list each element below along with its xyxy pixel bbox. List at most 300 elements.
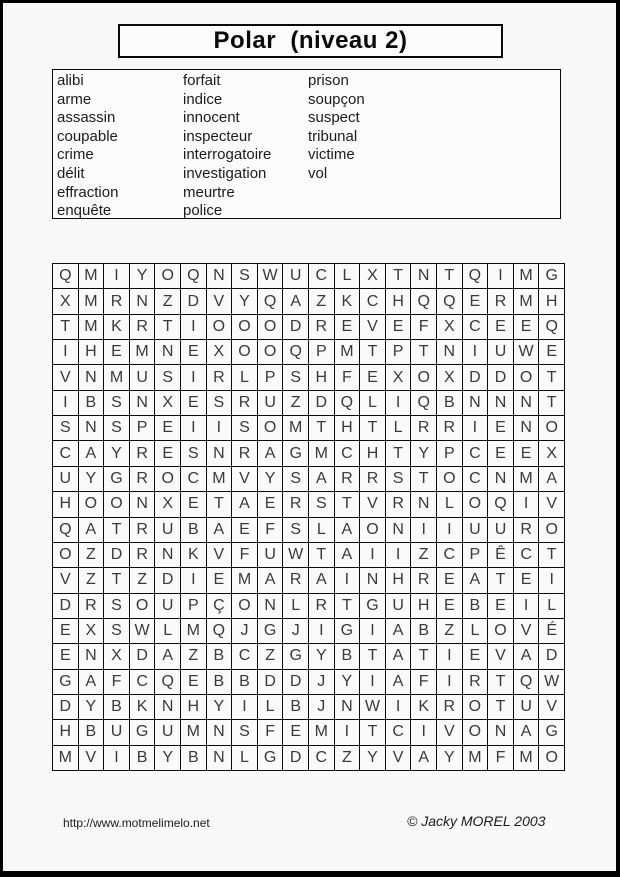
grid-cell: M (514, 289, 540, 314)
grid-cell: U (155, 518, 181, 543)
grid-cell: I (411, 518, 437, 543)
grid-cell: D (155, 568, 181, 593)
grid-cell: V (53, 568, 79, 593)
grid-cell: B (463, 594, 489, 619)
grid-cell: O (437, 467, 463, 492)
grid-cell: F (232, 543, 258, 568)
grid-cell: N (411, 492, 437, 517)
grid-cell: B (283, 695, 309, 720)
grid-cell: U (130, 365, 156, 390)
word-list-item: alibi (57, 72, 84, 89)
grid-cell: G (539, 720, 565, 745)
grid-cell: D (283, 746, 309, 771)
grid-cell: U (514, 695, 540, 720)
grid-cell: K (181, 543, 207, 568)
grid-cell: Z (181, 644, 207, 669)
grid-cell: O (539, 416, 565, 441)
grid-cell: N (463, 391, 489, 416)
grid-cell: Z (79, 568, 105, 593)
grid-cell: E (53, 619, 79, 644)
grid-cell: F (335, 365, 361, 390)
grid-cell: S (283, 365, 309, 390)
grid-cell: T (53, 315, 79, 340)
grid-cell: N (488, 467, 514, 492)
grid-cell: U (155, 594, 181, 619)
grid-cell: E (283, 720, 309, 745)
grid-cell: P (437, 441, 463, 466)
grid-cell: S (232, 720, 258, 745)
grid-cell: N (514, 416, 540, 441)
grid-cell: E (514, 568, 540, 593)
grid-cell: A (79, 518, 105, 543)
letter-grid (52, 263, 565, 771)
grid-cell: I (437, 644, 463, 669)
grid-cell: Q (463, 264, 489, 289)
grid-cell: O (155, 467, 181, 492)
grid-cell: A (258, 568, 284, 593)
grid-cell: L (258, 695, 284, 720)
grid-cell: L (309, 518, 335, 543)
word-list-item: police (183, 202, 223, 220)
grid-cell: I (360, 670, 386, 695)
grid-cell: N (258, 594, 284, 619)
grid-cell: S (232, 264, 258, 289)
grid-cell: O (207, 315, 233, 340)
grid-cell: V (514, 619, 540, 644)
grid-cell: I (104, 264, 130, 289)
grid-cell: Y (155, 746, 181, 771)
grid-cell: Z (258, 644, 284, 669)
grid-cell: T (104, 568, 130, 593)
grid-cell: Y (130, 264, 156, 289)
grid-cell: C (463, 441, 489, 466)
grid-cell: O (539, 518, 565, 543)
grid-cell: Y (258, 467, 284, 492)
grid-cell: H (411, 594, 437, 619)
grid-cell: A (463, 568, 489, 593)
grid-cell: F (411, 670, 437, 695)
grid-cell: K (335, 289, 361, 314)
grid-cell: E (463, 289, 489, 314)
grid-cell: Q (488, 492, 514, 517)
grid-cell: Z (437, 619, 463, 644)
grid-cell: U (104, 720, 130, 745)
grid-cell: E (488, 594, 514, 619)
grid-cell: Q (181, 264, 207, 289)
grid-cell: M (53, 746, 79, 771)
grid-cell: T (360, 720, 386, 745)
grid-cell: L (437, 492, 463, 517)
grid-cell: E (335, 315, 361, 340)
grid-cell: G (283, 441, 309, 466)
grid-cell: U (283, 264, 309, 289)
grid-cell: O (411, 365, 437, 390)
grid-cell: N (335, 695, 361, 720)
grid-cell: S (283, 518, 309, 543)
grid-cell: U (53, 467, 79, 492)
grid-cell: R (283, 492, 309, 517)
grid-cell: O (258, 416, 284, 441)
grid-cell: D (463, 365, 489, 390)
grid-cell: B (104, 695, 130, 720)
grid-cell: H (53, 492, 79, 517)
grid-cell: D (309, 391, 335, 416)
grid-cell: L (283, 594, 309, 619)
grid-cell: V (232, 467, 258, 492)
grid-cell: S (181, 441, 207, 466)
grid-cell: X (79, 619, 105, 644)
grid-cell: C (463, 467, 489, 492)
grid-cell: H (79, 340, 105, 365)
grid-cell: Y (437, 746, 463, 771)
grid-cell: Y (104, 441, 130, 466)
grid-cell: B (181, 518, 207, 543)
grid-cell: X (155, 492, 181, 517)
grid-cell: Q (411, 289, 437, 314)
grid-cell: R (463, 670, 489, 695)
grid-cell: I (335, 720, 361, 745)
grid-cell: L (335, 264, 361, 289)
grid-cell: E (181, 340, 207, 365)
grid-cell: I (207, 416, 233, 441)
grid-cell: O (232, 594, 258, 619)
grid-cell: S (283, 467, 309, 492)
grid-cell: K (411, 695, 437, 720)
grid-cell: C (309, 264, 335, 289)
grid-cell: Ê (488, 543, 514, 568)
grid-cell: Q (335, 391, 361, 416)
grid-cell: B (79, 391, 105, 416)
grid-cell: Q (411, 391, 437, 416)
grid-cell: N (514, 391, 540, 416)
grid-cell: Y (335, 670, 361, 695)
grid-cell: A (79, 441, 105, 466)
grid-cell: A (386, 644, 412, 669)
grid-cell: A (514, 644, 540, 669)
grid-cell: S (104, 416, 130, 441)
grid-cell: T (488, 568, 514, 593)
grid-cell: D (258, 670, 284, 695)
grid-cell: I (386, 695, 412, 720)
grid-cell: N (437, 340, 463, 365)
grid-cell: E (488, 315, 514, 340)
grid-cell: Z (130, 568, 156, 593)
word-list-item: interrogatoire (183, 146, 272, 164)
grid-cell: M (207, 467, 233, 492)
grid-cell: Z (411, 543, 437, 568)
grid-cell: W (283, 543, 309, 568)
grid-cell: Y (309, 644, 335, 669)
grid-cell: B (181, 746, 207, 771)
grid-cell: N (207, 746, 233, 771)
grid-cell: N (488, 720, 514, 745)
grid-cell: N (79, 644, 105, 669)
grid-cell: F (258, 518, 284, 543)
grid-cell: D (130, 644, 156, 669)
grid-cell: E (514, 315, 540, 340)
grid-cell: T (437, 264, 463, 289)
grid-cell: T (155, 315, 181, 340)
grid-cell: R (232, 441, 258, 466)
grid-cell: Y (232, 289, 258, 314)
grid-cell: N (155, 695, 181, 720)
grid-cell: P (463, 543, 489, 568)
grid-cell: E (104, 340, 130, 365)
grid-cell: T (360, 644, 386, 669)
grid-cell: R (130, 441, 156, 466)
grid-cell: I (53, 391, 79, 416)
grid-cell: N (386, 518, 412, 543)
grid-cell: I (386, 543, 412, 568)
grid-cell: M (181, 720, 207, 745)
grid-cell: O (130, 594, 156, 619)
grid-cell: L (232, 365, 258, 390)
grid-cell: O (79, 492, 105, 517)
grid-cell: E (155, 441, 181, 466)
grid-cell: T (411, 467, 437, 492)
grid-cell: E (360, 365, 386, 390)
grid-cell: Q (53, 518, 79, 543)
grid-cell: W (514, 340, 540, 365)
grid-cell: I (181, 365, 207, 390)
grid-cell: M (232, 568, 258, 593)
grid-cell: V (386, 746, 412, 771)
grid-cell: B (335, 644, 361, 669)
grid-cell: G (360, 594, 386, 619)
grid-cell: K (104, 315, 130, 340)
grid-cell: M (309, 720, 335, 745)
grid-cell: N (207, 264, 233, 289)
grid-cell: V (539, 492, 565, 517)
grid-cell: F (411, 315, 437, 340)
grid-cell: B (411, 619, 437, 644)
grid-cell: T (411, 644, 437, 669)
grid-cell: V (360, 492, 386, 517)
grid-cell: E (155, 416, 181, 441)
grid-cell: G (53, 670, 79, 695)
grid-cell: G (539, 264, 565, 289)
grid-cell: S (53, 416, 79, 441)
grid-cell: D (283, 315, 309, 340)
grid-cell: T (335, 492, 361, 517)
grid-cell: N (488, 391, 514, 416)
grid-cell: W (258, 264, 284, 289)
grid-cell: N (155, 543, 181, 568)
grid-cell: U (463, 518, 489, 543)
grid-cell: I (488, 264, 514, 289)
grid-cell: P (386, 340, 412, 365)
grid-cell: N (207, 720, 233, 745)
grid-cell: M (335, 340, 361, 365)
grid-cell: B (437, 391, 463, 416)
grid-cell: M (104, 365, 130, 390)
grid-cell: O (155, 264, 181, 289)
grid-cell: Z (79, 543, 105, 568)
grid-cell: H (386, 289, 412, 314)
grid-cell: E (514, 441, 540, 466)
grid-cell: B (207, 644, 233, 669)
grid-cell: O (258, 315, 284, 340)
grid-cell: O (488, 619, 514, 644)
grid-cell: D (283, 670, 309, 695)
grid-cell: O (463, 492, 489, 517)
grid-cell: I (53, 340, 79, 365)
grid-cell: R (386, 492, 412, 517)
grid-cell: I (104, 746, 130, 771)
grid-cell: T (360, 340, 386, 365)
grid-cell: A (335, 518, 361, 543)
grid-cell: C (437, 543, 463, 568)
grid-cell: O (232, 340, 258, 365)
grid-cell: C (360, 289, 386, 314)
word-list-item: tribunal (308, 127, 358, 145)
grid-cell: Z (335, 746, 361, 771)
grid-cell: I (411, 720, 437, 745)
grid-cell: T (309, 416, 335, 441)
grid-cell: S (386, 467, 412, 492)
grid-cell: D (181, 289, 207, 314)
grid-cell: R (283, 568, 309, 593)
grid-cell: P (258, 365, 284, 390)
word-list-item: délit (57, 164, 85, 182)
grid-cell: I (335, 568, 361, 593)
grid-cell: T (386, 264, 412, 289)
grid-cell: X (437, 365, 463, 390)
grid-cell: I (360, 619, 386, 644)
grid-cell: M (514, 467, 540, 492)
grid-cell: C (232, 644, 258, 669)
grid-cell: M (514, 264, 540, 289)
grid-cell: H (309, 365, 335, 390)
grid-cell: S (104, 594, 130, 619)
grid-cell: E (539, 340, 565, 365)
grid-cell: A (309, 467, 335, 492)
grid-cell: Z (309, 289, 335, 314)
grid-cell: Y (79, 467, 105, 492)
grid-cell: N (130, 289, 156, 314)
grid-cell: V (539, 695, 565, 720)
word-list-item: enquête (57, 202, 112, 220)
grid-cell: X (104, 644, 130, 669)
grid-cell: P (309, 340, 335, 365)
grid-cell: L (155, 619, 181, 644)
grid-cell: E (181, 670, 207, 695)
grid-cell: D (104, 543, 130, 568)
grid-cell: V (207, 289, 233, 314)
grid-cell: X (207, 340, 233, 365)
grid-cell: M (79, 289, 105, 314)
grid-cell: I (463, 340, 489, 365)
grid-cell: X (386, 365, 412, 390)
grid-cell: R (335, 467, 361, 492)
grid-cell: U (258, 543, 284, 568)
grid-cell: A (411, 746, 437, 771)
grid-cell: H (53, 720, 79, 745)
grid-cell: C (335, 441, 361, 466)
grid-cell: E (488, 416, 514, 441)
word-list-item: soupçon (308, 90, 365, 108)
grid-cell: Q (53, 264, 79, 289)
grid-cell: T (488, 695, 514, 720)
grid-cell: U (155, 720, 181, 745)
grid-cell: I (463, 416, 489, 441)
grid-cell: N (79, 416, 105, 441)
grid-cell: H (335, 416, 361, 441)
grid-cell: R (130, 543, 156, 568)
grid-cell: X (360, 264, 386, 289)
grid-cell: A (79, 670, 105, 695)
grid-cell: S (155, 365, 181, 390)
word-list-item: assassin (57, 109, 116, 127)
grid-cell: S (309, 492, 335, 517)
grid-cell: A (232, 492, 258, 517)
grid-cell: R (309, 315, 335, 340)
grid-cell: J (309, 695, 335, 720)
grid-cell: A (386, 670, 412, 695)
word-list-box (52, 69, 561, 219)
grid-cell: I (437, 518, 463, 543)
grid-cell: M (514, 746, 540, 771)
word-list-item: effraction (57, 183, 119, 201)
grid-cell: E (258, 492, 284, 517)
grid-cell: W (539, 670, 565, 695)
grid-cell: R (309, 594, 335, 619)
grid-cell: M (79, 264, 105, 289)
grid-cell: L (360, 391, 386, 416)
grid-cell: N (207, 441, 233, 466)
word-list-item: coupable (57, 127, 118, 145)
grid-cell: P (130, 416, 156, 441)
word-list-item: indice (183, 90, 223, 108)
grid-cell: R (232, 391, 258, 416)
word-list-item: inspecteur (183, 127, 253, 145)
grid-cell: X (437, 315, 463, 340)
grid-cell: T (360, 416, 386, 441)
grid-cell: E (437, 568, 463, 593)
grid-cell: A (514, 720, 540, 745)
grid-cell: D (53, 594, 79, 619)
grid-cell: M (463, 746, 489, 771)
grid-cell: R (130, 467, 156, 492)
grid-cell: R (130, 518, 156, 543)
grid-cell: A (283, 289, 309, 314)
grid-cell: W (360, 695, 386, 720)
grid-cell: T (335, 594, 361, 619)
grid-cell: G (335, 619, 361, 644)
word-list-column-1 (57, 72, 118, 221)
grid-cell: W (130, 619, 156, 644)
grid-cell: E (437, 594, 463, 619)
page-title: Polar (niveau 2) (213, 27, 408, 54)
grid-cell: N (130, 391, 156, 416)
grid-cell: B (79, 720, 105, 745)
word-list-item: crime (57, 146, 94, 164)
grid-cell: C (386, 720, 412, 745)
grid-cell: U (488, 518, 514, 543)
grid-cell: I (539, 568, 565, 593)
grid-cell: J (309, 670, 335, 695)
grid-cell: B (207, 670, 233, 695)
grid-cell: L (232, 746, 258, 771)
grid-cell: O (360, 518, 386, 543)
grid-cell: F (488, 746, 514, 771)
grid-cell: Q (207, 619, 233, 644)
grid-cell: Z (155, 289, 181, 314)
grid-cell: M (79, 315, 105, 340)
grid-cell: A (335, 543, 361, 568)
grid-cell: G (130, 720, 156, 745)
grid-cell: S (104, 619, 130, 644)
